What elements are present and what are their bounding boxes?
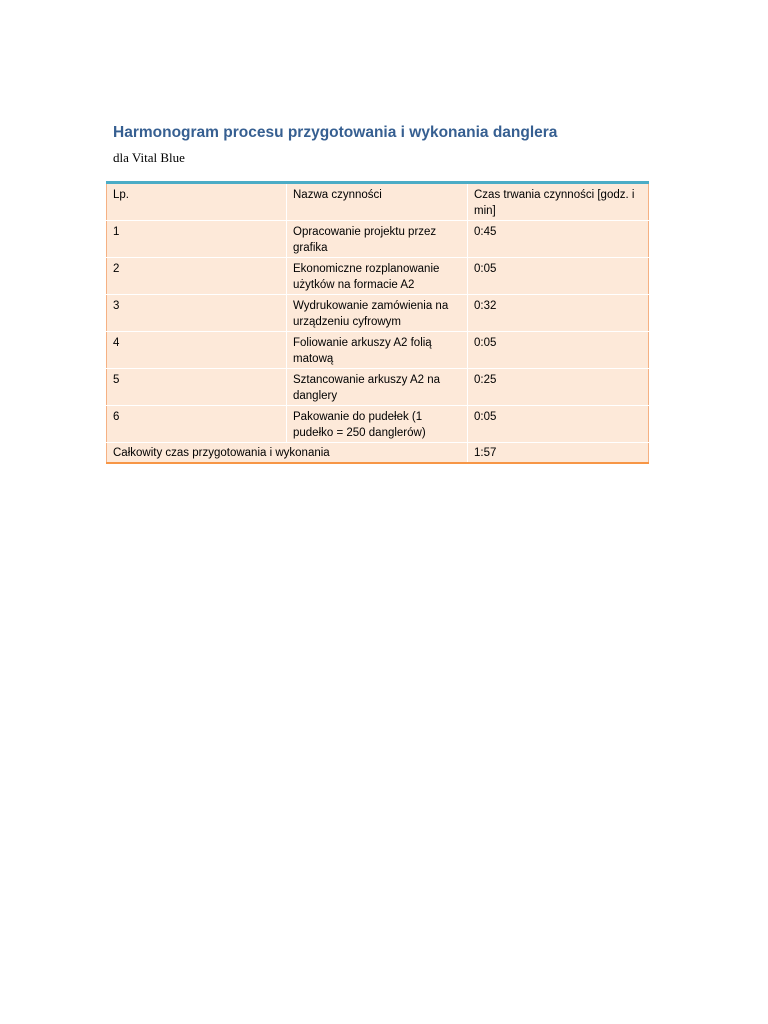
total-row (107, 443, 649, 464)
table-row (107, 332, 649, 369)
table-row (107, 369, 649, 406)
row-activity-name: Wydrukowanie zamówienia na urządzeniu cyfrowym (287, 295, 468, 332)
row-lp: 5 (107, 369, 287, 406)
row-activity-name: Sztancowanie arkuszy A2 na danglery (287, 369, 468, 406)
table-header (107, 183, 649, 221)
total-label: Całkowity czas przygotowania i wykonania (107, 443, 468, 464)
row-duration: 0:25 (468, 369, 649, 406)
header-activity-name: Nazwa czynności (287, 183, 468, 221)
row-activity-name: Pakowanie do pudełek (1 pudełko = 250 danglerów) (287, 406, 468, 443)
table-row (107, 406, 649, 443)
row-duration: 0:05 (468, 332, 649, 369)
header-row (107, 183, 649, 221)
table-body (107, 221, 649, 443)
row-lp: 3 (107, 295, 287, 332)
header-duration: Czas trwania czynności [godz. i min] (468, 183, 649, 221)
row-lp: 2 (107, 258, 287, 295)
row-lp: 4 (107, 332, 287, 369)
row-duration: 0:05 (468, 406, 649, 443)
row-duration: 0:45 (468, 221, 649, 258)
row-activity-name: Foliowanie arkuszy A2 folią matową (287, 332, 468, 369)
header-lp: Lp. (107, 183, 287, 221)
row-activity-name: Opracowanie projektu przez grafika (287, 221, 468, 258)
table-footer (107, 443, 649, 464)
document-subtitle: dla Vital Blue (113, 150, 185, 165)
table-row (107, 295, 649, 332)
row-duration: 0:32 (468, 295, 649, 332)
row-lp: 1 (107, 221, 287, 258)
row-lp: 6 (107, 406, 287, 443)
table-row (107, 221, 649, 258)
row-duration: 0:05 (468, 258, 649, 295)
table-row (107, 258, 649, 295)
document-title: Harmonogram procesu przygotowania i wykonania danglera (113, 124, 558, 141)
row-activity-name: Ekonomiczne rozplanowanie użytków na formacie A2 (287, 258, 468, 295)
total-duration: 1:57 (468, 443, 649, 464)
schedule-table (106, 181, 649, 464)
